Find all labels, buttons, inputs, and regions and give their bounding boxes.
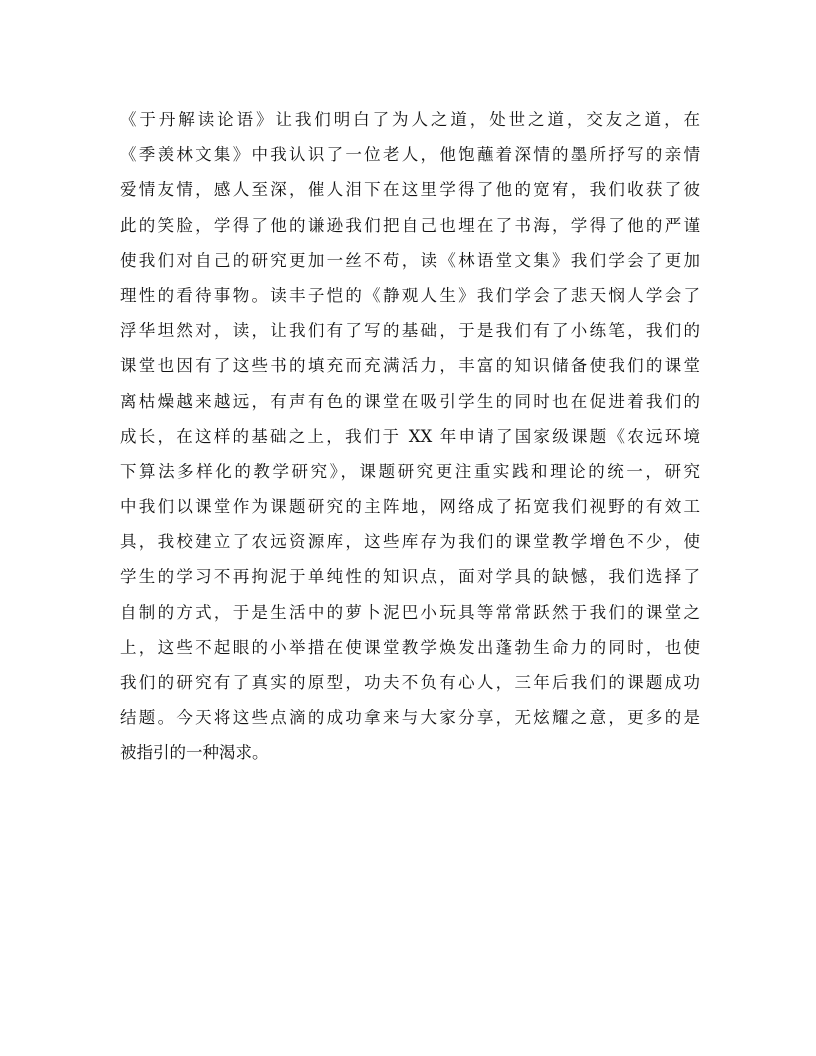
- paragraph-line: 理性的看待事物。读丰子恺的《静观人生》我们学会了悲天悯人学会了: [120, 285, 700, 305]
- paragraph-line: 课堂也因有了这些书的填充而充满活力，丰富的知识储备使我们的课堂: [120, 356, 700, 376]
- paragraph-line: 使我们对自己的研究更加一丝不苟，读《林语堂文集》我们学会了更加: [120, 250, 700, 270]
- paragraph-line: 《季羡林文集》中我认识了一位老人，他饱蘸着深情的墨所抒写的亲情: [120, 145, 700, 165]
- paragraph-line: 中我们以课堂作为课题研究的主阵地，网络成了拓宽我们视野的有效工: [120, 497, 700, 517]
- paragraph-line: 上，这些不起眼的小举措在使课堂教学焕发出蓬勃生命力的同时，也使: [120, 637, 700, 657]
- paragraph-line: 离枯燥越来越远，有声有色的课堂在吸引学生的同时也在促进着我们的: [120, 391, 700, 411]
- paragraph-line: 被指引的一种渴求。: [120, 743, 269, 763]
- paragraph-line: 此的笑脸，学得了他的谦逊我们把自己也埋在了书海，学得了他的严谨: [120, 215, 700, 235]
- paragraph-line: 自制的方式，于是生活中的萝卜泥巴小玩具等常常跃然于我们的课堂之: [120, 602, 700, 622]
- paragraph-line: 爱情友情，感人至深，催人泪下在这里学得了他的宽宥，我们收获了彼: [120, 180, 700, 200]
- paragraph-line: 《于丹解读论语》让我们明白了为人之道，处世之道，交友之道，在: [120, 110, 700, 129]
- paragraph-line: 下算法多样化的教学研究》，课题研究更注重实践和理论的统一，研究: [120, 461, 700, 481]
- paragraph-line: 我们的研究有了真实的原型，功夫不负有心人，三年后我们的课题成功: [120, 673, 700, 692]
- body-paragraph: [120, 102, 700, 771]
- paragraph-line: 浮华坦然对，读，让我们有了写的基础，于是我们有了小练笔，我们的: [120, 321, 700, 341]
- paragraph-line: 结题。今天将这些点滴的成功拿来与大家分享，无炫耀之意，更多的是: [120, 708, 700, 728]
- paragraph-line: 成长，在这样的基础之上，我们于 XX 年申请了国家级课题《农远环境: [120, 426, 700, 446]
- paragraph-line: 具，我校建立了农远资源库，这些库存为我们的课堂教学增色不少，使: [120, 532, 700, 552]
- paragraph-line: 学生的学习不再拘泥于单纯性的知识点，面对学具的缺憾，我们选择了: [120, 567, 700, 587]
